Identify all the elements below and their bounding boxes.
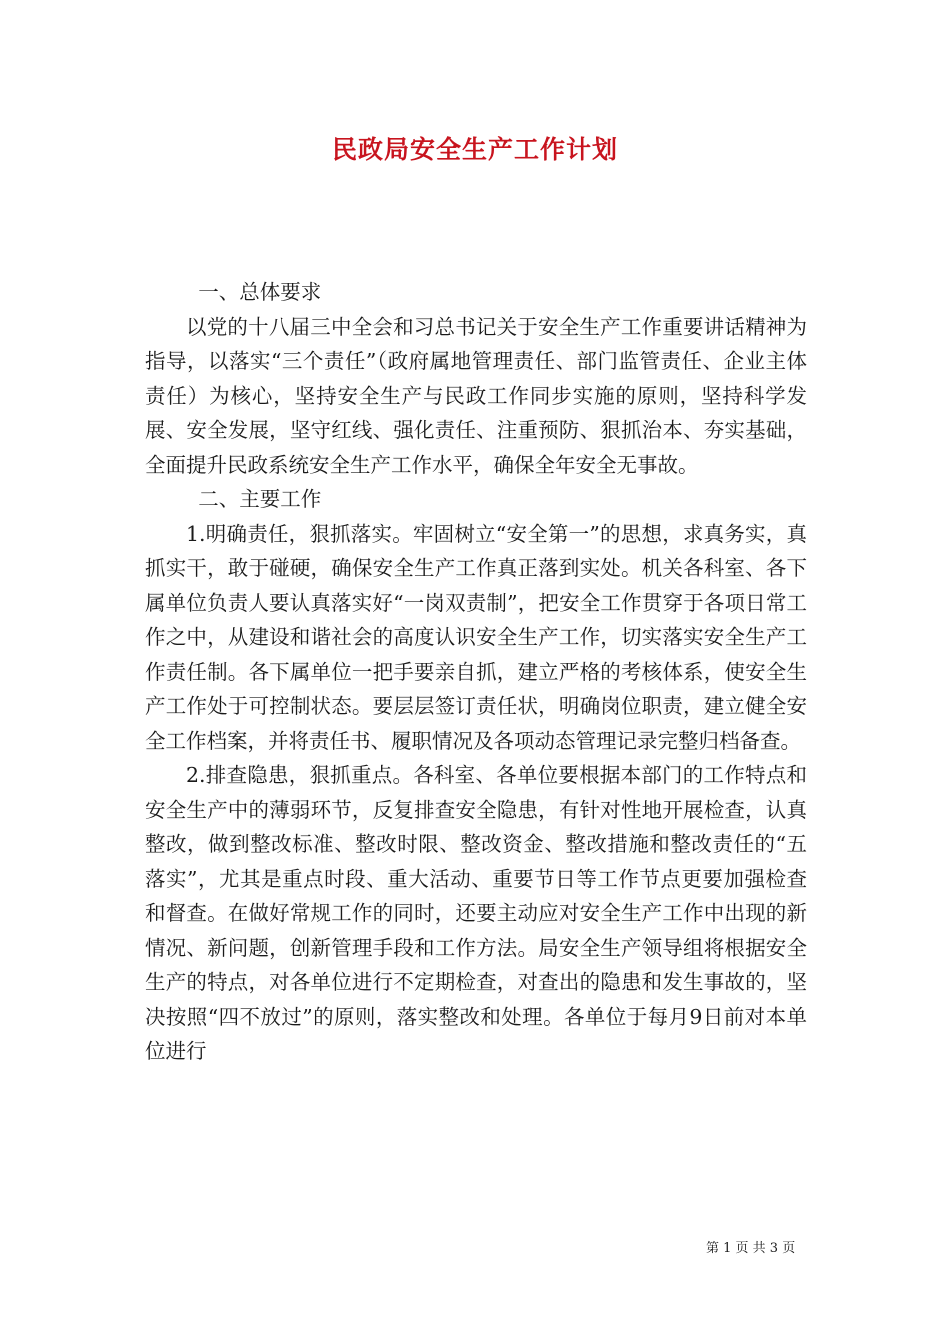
page-number-footer: 第 1 页 共 3 页 <box>706 1241 796 1256</box>
paragraph-general-requirements: 以党的十八届三中全会和习总书记关于安全生产工作重要讲话精神为指导，以落实“三个责任”（政府属地管理责任、部门监管责任、企业主体责任）为核心，坚持安全生产与民政工作同步实施的原则，坚持科学发展、安全发展，坚守红线、强化责任、注重预防、狠抓治本、夯实基础，全面提升民政系统安全生产工作水平，确保全年安全无事故。 <box>145 314 807 477</box>
paragraph-investigate-hazards: 2.排查隐患，狠抓重点。各科室、各单位要根据本部门的工作特点和安全生产中的薄弱环节，反复排查安全隐患，有针对性地开展检查，认真整改，做到整改标准、整改时限、整改资金、整改措施和整改责任的“五落实”，尤其是重点时段、重大活动、重要节日等工作节点更要加强检查和督查。在做好常规工作的同时，还要主动应对安全生产工作中出现的新情况、新问题，创新管理手段和工作方法。局安全生产领导组将根据安全生产的特点，对各单位进行不定期检查，对查出的隐患和发生事故的，坚决按照“四不放过”的原则，落实整改和处理。各单位于每月9日前对本单位进行 <box>145 763 807 1063</box>
section-heading-main-work: 二、主要工作 <box>198 487 322 511</box>
section-heading-general-requirements: 一、总体要求 <box>198 280 322 304</box>
paragraph-clarify-responsibility: 1.明确责任，狠抓落实。牢固树立“安全第一”的思想，求真务实，真抓实干，敢于碰硬，确保安全生产工作真正落到实处。机关各科室、各下属单位负责人要认真落实好“一岗双责制”，把安全工作贯穿于各项日常工作之中，从建设和谐社会的高度认识安全生产工作，切实落实安全生产工作责任制。各下属单位一把手要亲自抓，建立严格的考核体系，使安全生产工作处于可控制状态。要层层签订责任状，明确岗位职责，建立健全安全工作档案，并将责任书、履职情况及各项动态管理记录完整归档备查。 <box>145 521 807 753</box>
document-title: 民政局安全生产工作计划 <box>331 135 618 164</box>
document-body <box>145 275 807 1069</box>
